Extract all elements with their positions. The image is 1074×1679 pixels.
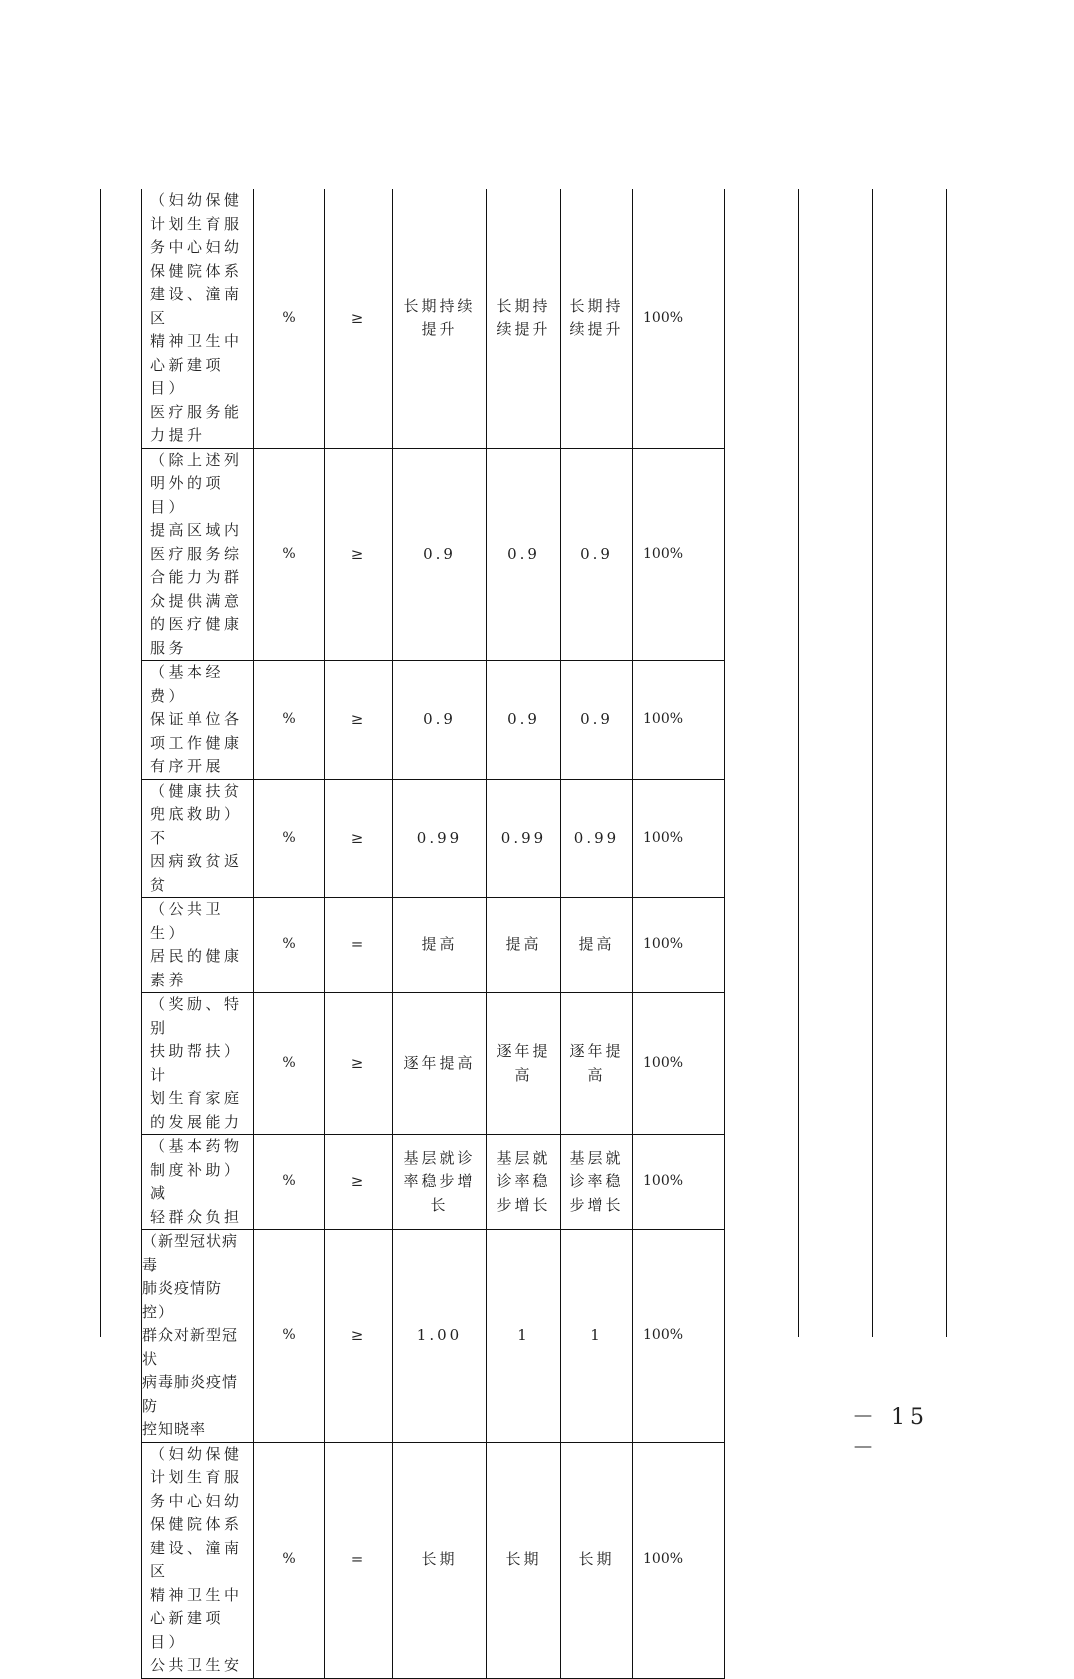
target-text: 长期持续 提升 (403, 296, 476, 339)
performance-indicator-table (141, 189, 725, 1679)
value-cell (487, 1442, 561, 1678)
percent-cell: 100% (633, 1230, 725, 1443)
value-text: 长期 (578, 1550, 615, 1569)
indicator-cell (142, 898, 254, 993)
value-text: 逐年提 高 (496, 1042, 551, 1084)
value-text: 长期持 续提升 (569, 296, 624, 339)
value-cell (561, 898, 633, 993)
column-border (798, 189, 799, 1337)
value-text: 0.99 (573, 828, 620, 847)
value-text: 长期 (505, 1550, 542, 1569)
value-cell (487, 993, 561, 1135)
target-text: 基层就诊 率稳步增 长 (403, 1148, 476, 1214)
target-text: 0.9 (423, 710, 456, 728)
percent-cell: 100% (633, 189, 725, 448)
indicator-text: （健康扶贫 兜底救助）不 因病致贫返 贫 (150, 781, 243, 894)
target-text: 0.9 (423, 544, 456, 563)
operator-cell: = (325, 898, 393, 993)
value-cell (487, 898, 561, 993)
target-text: 1.00 (416, 1326, 463, 1344)
operator-cell: ≥ (325, 779, 393, 898)
operator-cell: ≥ (325, 1230, 393, 1443)
target-cell (393, 448, 487, 661)
value-text: 1 (590, 1326, 603, 1344)
indicator-cell (142, 1230, 254, 1443)
table-row (142, 661, 725, 780)
unit-cell: % (254, 779, 325, 898)
value-text: 1 (517, 1326, 530, 1344)
indicator-text: （妇幼保健 计划生育服 务中心妇幼 保健院体系 建设、潼南区 精神卫生中 心新建项目） 医疗服务能 力提升 (150, 191, 243, 444)
value-cell (561, 1442, 633, 1678)
value-cell (561, 993, 633, 1135)
target-cell (393, 1135, 487, 1230)
value-cell (487, 661, 561, 780)
value-text: 提高 (505, 935, 542, 954)
indicator-text: （基本药物 制度补助）减 轻群众负担 (150, 1137, 243, 1226)
value-cell (561, 189, 633, 448)
column-border (872, 189, 873, 1337)
indicator-text: （公共卫生） 居民的健康 素养 (150, 900, 243, 989)
indicator-text: （新型冠状病毒 肺炎疫情防控） 群众对新型冠状 病毒肺炎疫情防 控知晓率 (142, 1232, 239, 1438)
unit-cell: % (254, 1135, 325, 1230)
target-text: 长期 (421, 1550, 458, 1569)
indicator-cell (142, 661, 254, 780)
indicator-cell (142, 1442, 254, 1678)
value-cell (561, 1230, 633, 1443)
indicator-cell (142, 993, 254, 1135)
table-row (142, 779, 725, 898)
indicator-text: （妇幼保健 计划生育服 务中心妇幼 保健院体系 建设、潼南区 精神卫生中 心新建项目） 公共卫生安 (150, 1444, 243, 1674)
unit-cell: % (254, 1442, 325, 1678)
operator-cell: ≥ (325, 1135, 393, 1230)
value-text: 长期持 续提升 (496, 296, 551, 339)
target-text: 逐年提高 (403, 1053, 476, 1072)
target-cell (393, 1230, 487, 1443)
unit-cell: % (254, 661, 325, 780)
value-text: 0.9 (580, 544, 613, 563)
value-cell (487, 189, 561, 448)
table-row (142, 1442, 725, 1678)
value-cell (561, 661, 633, 780)
outer-border-right (946, 189, 947, 1337)
percent-cell: 100% (633, 1442, 725, 1678)
indicator-cell (142, 779, 254, 898)
indicator-cell (142, 448, 254, 661)
value-cell (487, 1135, 561, 1230)
operator-cell: = (325, 1442, 393, 1678)
value-text: 0.9 (507, 710, 540, 728)
indicator-cell (142, 1135, 254, 1230)
value-cell (561, 448, 633, 661)
indicator-cell (142, 189, 254, 448)
table-row (142, 1230, 725, 1443)
target-cell (393, 1442, 487, 1678)
table-row (142, 898, 725, 993)
target-cell (393, 779, 487, 898)
unit-cell: % (254, 1230, 325, 1443)
target-cell (393, 661, 487, 780)
unit-cell: % (254, 189, 325, 448)
value-cell (487, 779, 561, 898)
target-text: 0.99 (416, 828, 463, 847)
value-text: 0.99 (500, 828, 547, 847)
indicator-text: （基本经费） 保证单位各 项工作健康 有序开展 (150, 663, 243, 775)
operator-cell: ≥ (325, 993, 393, 1135)
target-cell (393, 189, 487, 448)
percent-cell: 100% (633, 1135, 725, 1230)
target-cell (393, 898, 487, 993)
unit-cell: % (254, 448, 325, 661)
operator-cell: ≥ (325, 661, 393, 780)
indicator-text: （奖励、特别 扶助帮扶）计 划生育家庭 的发展能力 (150, 995, 243, 1131)
value-cell (487, 1230, 561, 1443)
unit-cell: % (254, 993, 325, 1135)
table-row (142, 1135, 725, 1230)
target-text: 提高 (421, 935, 458, 954)
value-text: 基层就 诊率稳 步增长 (569, 1148, 624, 1214)
operator-cell: ≥ (325, 189, 393, 448)
percent-cell: 100% (633, 779, 725, 898)
unit-cell: % (254, 898, 325, 993)
value-text: 0.9 (507, 544, 540, 563)
value-text: 提高 (578, 935, 615, 954)
value-text: 基层就 诊率稳 步增长 (496, 1148, 551, 1214)
value-text: 逐年提 高 (569, 1042, 624, 1084)
page-number: － 15 － (852, 1405, 929, 1461)
table-row (142, 993, 725, 1135)
table-row (142, 448, 725, 661)
value-cell (561, 779, 633, 898)
value-cell (561, 1135, 633, 1230)
percent-cell: 100% (633, 898, 725, 993)
indicator-text: （除上述列 明外的项目） 提高区域内 医疗服务综 合能力为群 众提供满意 的医疗健康 服务 (150, 450, 243, 657)
percent-cell: 100% (633, 661, 725, 780)
operator-cell: ≥ (325, 448, 393, 661)
value-cell (487, 448, 561, 661)
target-cell (393, 993, 487, 1135)
table-row (142, 189, 725, 448)
percent-cell: 100% (633, 993, 725, 1135)
percent-cell: 100% (633, 448, 725, 661)
outer-border-left (100, 189, 101, 1337)
value-text: 0.9 (580, 710, 613, 728)
